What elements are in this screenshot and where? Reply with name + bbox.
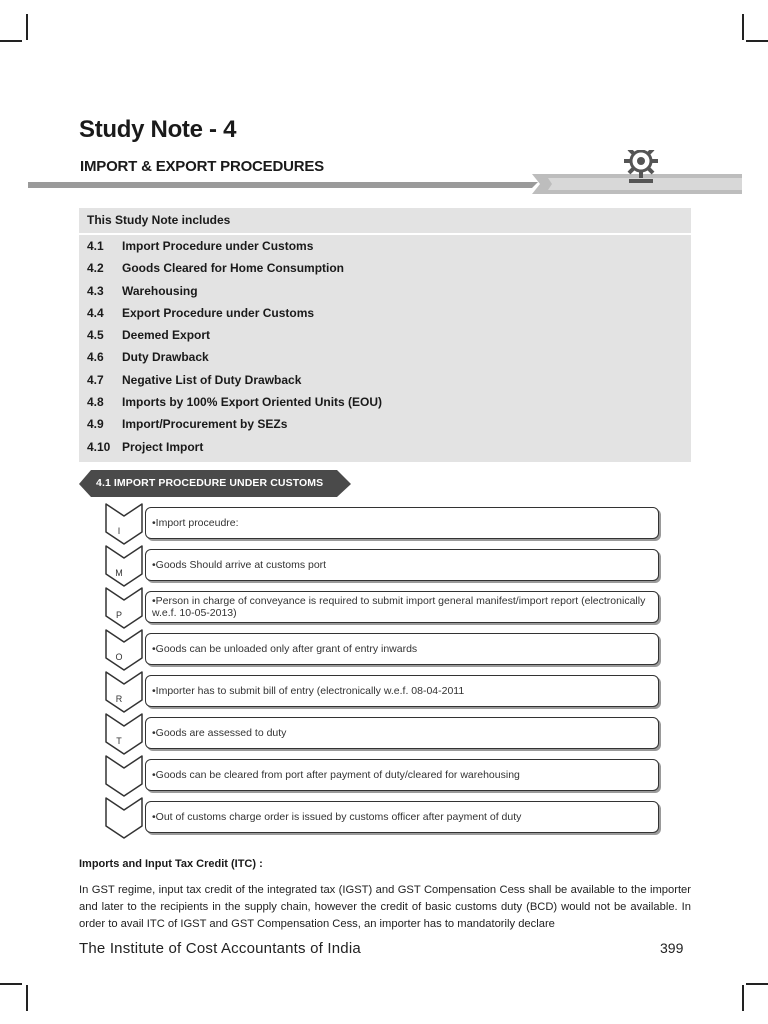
- list-item: [79, 413, 691, 435]
- step-letter: P: [115, 610, 122, 620]
- item-title: Imports by 100% Export Oriented Units (EOU): [122, 395, 383, 410]
- item-title: Goods Cleared for Home Consumption: [122, 261, 345, 276]
- item-title: Import/Procurement by SEZs: [122, 417, 288, 432]
- item-title: Export Procedure under Customs: [122, 305, 315, 320]
- item-title: Duty Drawback: [122, 350, 209, 365]
- flow-step: •Importer has to submit bill of entry (electronically w.e.f. 08-04-2011: [145, 675, 659, 707]
- crop-mark: [0, 40, 22, 42]
- item-number: 4.1: [87, 239, 104, 253]
- item-number: 4.9: [87, 417, 104, 432]
- list-item: [79, 280, 691, 302]
- item-number: 4.6: [87, 350, 104, 365]
- flow-chevrons: [100, 502, 148, 842]
- list-item: [79, 346, 691, 368]
- item-title: Import Procedure under Customs: [122, 239, 314, 253]
- item-number: 4.4: [87, 305, 104, 320]
- includes-list: [79, 235, 691, 458]
- item-number: 4.10: [87, 439, 111, 454]
- step-letter: T: [116, 736, 122, 746]
- step-letter: I: [117, 526, 121, 536]
- page-title: Study Note - 4: [79, 116, 237, 143]
- page-number: 399: [660, 940, 684, 956]
- study-note-includes: [79, 208, 691, 462]
- crop-mark: [742, 985, 744, 1011]
- header-banner: [0, 150, 768, 195]
- step-letter: O: [115, 652, 123, 662]
- flow-step: •Goods can be cleared from port after payment of duty/cleared for warehousing: [145, 759, 659, 791]
- item-number: 4.2: [87, 261, 104, 276]
- flow-step: •Goods are assessed to duty: [145, 717, 659, 749]
- item-number: 4.3: [87, 283, 104, 298]
- page-subtitle: IMPORT & EXPORT PROCEDURES: [80, 158, 324, 175]
- list-item: [79, 369, 691, 391]
- item-title: Warehousing: [122, 283, 198, 298]
- flow-step: •Import proceudre:: [145, 507, 659, 539]
- list-item: [79, 302, 691, 324]
- itc-paragraph: In GST regime, input tax credit of the integrated tax (IGST) and GST Compensation Cess shall be available to the importer and later to the recipients in the supply chain, however the credit of basic customs duty (BCD) would not be available. In order to avail ITC of IGST and GST Compensation Cess, an importer has to mandatorily declare: [79, 884, 691, 930]
- item-number: 4.8: [87, 395, 104, 410]
- crop-mark: [746, 983, 768, 985]
- flow-step: •Person in charge of conveyance is required to submit import general manifest/import report (electronically w.e.f. 10-05-2013): [145, 591, 659, 623]
- crop-mark: [26, 985, 28, 1011]
- itc-heading: Imports and Input Tax Credit (ITC) :: [79, 858, 263, 870]
- crop-mark: [746, 40, 768, 42]
- item-title: Negative List of Duty Drawback: [122, 372, 302, 387]
- flow-step: •Goods can be unloaded only after grant of entry inwards: [145, 633, 659, 665]
- crop-mark: [0, 983, 22, 985]
- crop-mark: [742, 14, 744, 40]
- list-item: [79, 324, 691, 346]
- flow-step: •Out of customs charge order is issued by customs officer after payment of duty: [145, 801, 659, 833]
- step-letter: M: [115, 568, 123, 578]
- item-title: Project Import: [122, 439, 204, 454]
- item-number: 4.5: [87, 328, 104, 343]
- footer-institute: The Institute of Cost Accountants of India: [79, 940, 361, 957]
- list-item: [79, 436, 691, 458]
- step-letter: R: [115, 694, 123, 704]
- crop-mark: [26, 14, 28, 40]
- item-title: Deemed Export: [122, 328, 211, 343]
- list-item: [79, 235, 691, 257]
- item-number: 4.7: [87, 372, 104, 387]
- section-heading: 4.1 IMPORT PROCEDURE UNDER CUSTOMS: [96, 477, 324, 489]
- includes-heading: This Study Note includes: [79, 208, 691, 235]
- flow-step: •Goods Should arrive at customs port: [145, 549, 659, 581]
- list-item: [79, 391, 691, 413]
- list-item: [79, 257, 691, 279]
